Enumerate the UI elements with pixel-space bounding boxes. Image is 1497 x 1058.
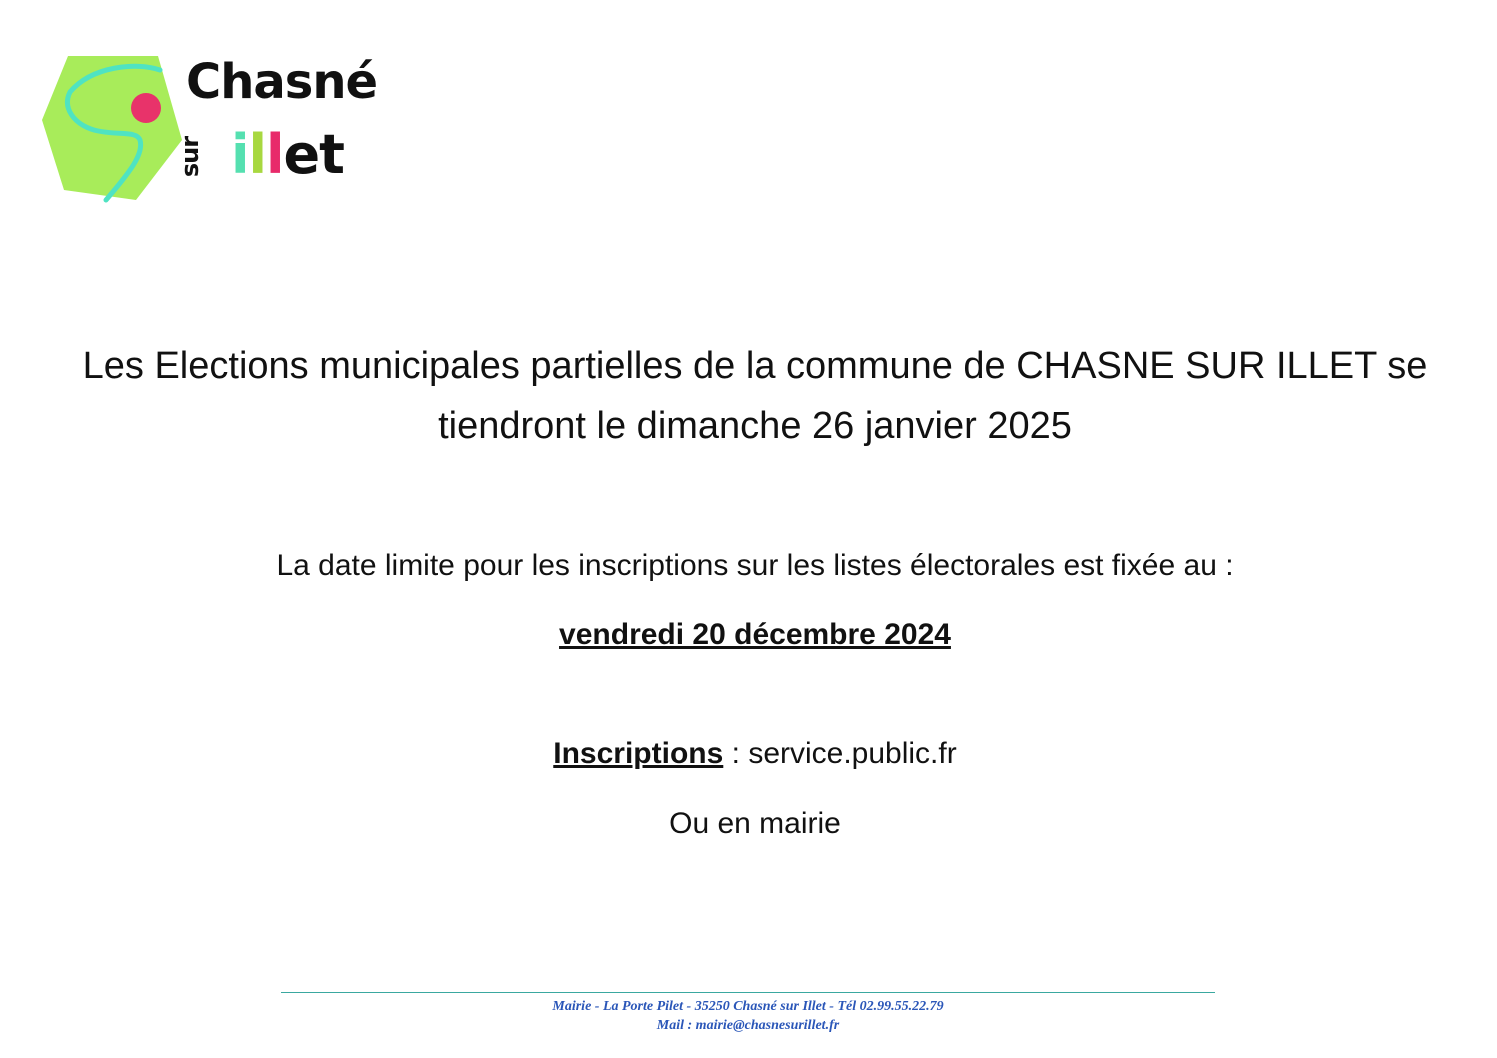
logo-hexagon-icon <box>40 48 204 208</box>
inscriptions-separator: : <box>723 737 749 770</box>
logo-letter-l1: l <box>248 123 267 186</box>
logo-hexagon-shape <box>42 56 182 200</box>
town-logo <box>40 48 378 208</box>
footer-divider <box>281 992 1215 993</box>
logo-letter-l2: l <box>266 123 284 186</box>
footer-mail: Mail : mairie@chasnesurillet.fr <box>656 1018 840 1033</box>
logo-word-chasne: Chasné <box>186 54 378 110</box>
deadline-intro-text: La date limite pour les inscriptions sur les listes électorales est fixée au : <box>276 549 1234 582</box>
logo-letters-et: et <box>283 123 344 186</box>
footer-address: Mairie - La Porte Pilet - 35250 Chasné sur Illet - Tél 02.99.55.22.79 <box>552 999 944 1014</box>
logo-letter-i: i <box>231 123 249 186</box>
inscriptions-line <box>40 734 1470 774</box>
logo-dot-shape <box>131 93 161 123</box>
alternative-registration-text: Ou en mairie <box>669 807 841 840</box>
logo-word-illet <box>231 123 344 186</box>
deadline-date: vendredi 20 décembre 2024 <box>559 618 951 651</box>
inscriptions-website: service.public.fr <box>748 737 957 770</box>
election-announcement-title: Les Elections municipales partielles de la commune de CHASNE SUR ILLET se tiendront le dimanche 26 janvier 2025 <box>82 345 1428 447</box>
logo-word-sur: sur <box>176 136 204 178</box>
inscriptions-label: Inscriptions <box>553 737 724 770</box>
